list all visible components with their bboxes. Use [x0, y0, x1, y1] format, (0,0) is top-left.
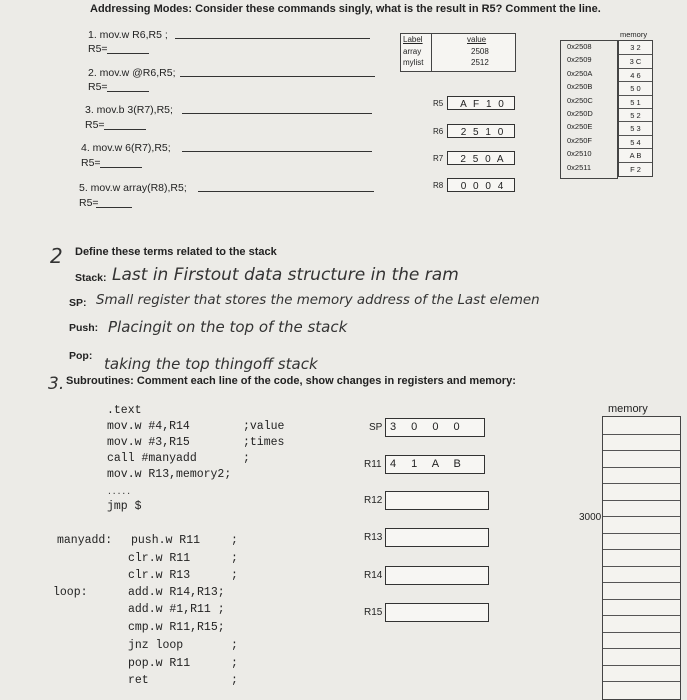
memory-title-bottom: memory [608, 403, 648, 415]
answer-line[interactable] [175, 38, 370, 39]
register-value-box[interactable]: 4 1 A B [385, 455, 485, 474]
register-name: R12 [364, 495, 383, 506]
answer-stack: Last in Firstout data structure in the ram [112, 265, 459, 285]
memory-stack-cell[interactable] [603, 500, 680, 517]
table-head-label: Label [403, 35, 423, 44]
question-5-r5: R5= [79, 197, 99, 209]
term-sp: SP: [69, 297, 87, 309]
memory-address: 0x2509 [567, 55, 592, 65]
r5-answer-line[interactable] [96, 207, 132, 208]
register-name: R8 [433, 181, 444, 190]
answer-line[interactable] [182, 151, 372, 152]
code-line: clr.w R13 [128, 569, 191, 582]
register-name: R11 [364, 459, 382, 470]
memory-stack-cell[interactable] [603, 417, 680, 434]
register-name: SP [369, 422, 383, 433]
code-line: add.w #1,R11 ; [128, 603, 225, 616]
register-value-box[interactable]: 3 0 0 0 [385, 418, 485, 437]
code-line: pop.w R11 [128, 657, 191, 670]
answer-line[interactable] [198, 191, 374, 192]
code-line: jnz loop [128, 639, 184, 652]
memory-stack-cell[interactable] [603, 450, 680, 467]
memory-address: 0x250C [567, 95, 593, 105]
answer-line[interactable] [182, 113, 372, 114]
r5-answer-line[interactable] [104, 129, 146, 130]
register-value-box[interactable] [385, 603, 489, 622]
memory-stack-cell[interactable] [603, 483, 680, 500]
memory-stack-cell[interactable] [603, 434, 680, 451]
memory-cell-value: 5 0 [619, 81, 652, 94]
code-comment[interactable]: ; [243, 452, 250, 465]
code-line: mov.w #3,R15 [107, 436, 190, 449]
memory-cell-value: F 2 [619, 162, 652, 175]
question-5-command: 5. mov.w array(R8),R5; [79, 182, 187, 194]
section-3-title: Subroutines: Comment each line of the code, show changes in registers and memory: [66, 375, 516, 387]
answer-line[interactable] [180, 76, 375, 77]
r5-answer-line[interactable] [107, 91, 149, 92]
register-value-box: 2 5 1 0 [447, 124, 515, 138]
code-line: .text [107, 404, 142, 417]
memory-cell-value: A B [619, 148, 652, 161]
question-1-r5: R5= [88, 43, 108, 55]
memory-stack-cell[interactable] [603, 599, 680, 616]
register-name: R15 [364, 607, 383, 618]
code-line: ..... [107, 488, 132, 497]
term-push: Push: [69, 322, 99, 334]
term-stack: Stack: [75, 272, 107, 284]
question-3-command: 3. mov.b 3(R7),R5; [85, 104, 173, 116]
memory-cell-value: 3 2 [630, 43, 641, 52]
table-row-label: array [403, 47, 422, 56]
section-1-title: Addressing Modes: Consider these commands singly, what is the result in R5? Comment the line. [90, 3, 601, 15]
memory-title: memory [620, 30, 648, 39]
memory-stack-cell[interactable] [603, 665, 680, 682]
answer-push: Placingit on the top of the stack [108, 318, 348, 336]
code-line: cmp.w R11,R15; [128, 621, 225, 634]
memory-stack-cell[interactable] [603, 582, 680, 599]
question-2-command: 2. mov.w @R6,R5; [88, 67, 176, 79]
memory-address: 0x250A [567, 68, 593, 78]
answer-pop: taking the top thingoff stack [104, 355, 318, 373]
table-row-value: 2512 [471, 58, 489, 67]
label-value-table [400, 33, 516, 72]
register-value-box: 0 0 0 4 [447, 178, 515, 192]
table-divider [431, 34, 432, 71]
table-row-value: 2508 [471, 47, 489, 56]
code-comment[interactable]: ; [231, 552, 238, 565]
section-2-title: Define these terms related to the stack [75, 246, 277, 258]
memory-cell-value: 5 4 [619, 135, 652, 148]
code-label: manyadd: [57, 534, 113, 547]
memory-address-label: 3000 [579, 512, 602, 523]
code-line: mov.w #4,R14 [107, 420, 190, 433]
code-label: loop: [53, 586, 88, 599]
memory-address: 0x250F [567, 135, 593, 145]
answer-sp: Small register that stores the memory address of the Last elemen [96, 293, 540, 308]
term-pop: Pop: [69, 350, 93, 362]
memory-stack-cell[interactable] [603, 566, 680, 583]
memory-table [618, 40, 653, 177]
section-3-number: 3. [48, 374, 65, 394]
r5-answer-line[interactable] [100, 167, 142, 168]
question-2-r5: R5= [88, 81, 108, 93]
memory-stack-cell[interactable] [603, 615, 680, 632]
code-comment[interactable]: ;times [243, 436, 285, 449]
memory-address: 0x2510 [567, 149, 592, 159]
code-comment[interactable]: ; [231, 657, 238, 670]
memory-stack-cell[interactable] [603, 632, 680, 649]
memory-stack-cell[interactable] [603, 467, 680, 484]
code-comment[interactable]: ; [231, 674, 238, 687]
memory-cell-value: 5 2 [619, 108, 652, 121]
memory-cell-value: 5 1 [619, 95, 652, 108]
code-comment[interactable]: ; [231, 639, 238, 652]
register-value-box: A F 1 0 [447, 96, 515, 110]
table-head-value: value [467, 35, 487, 44]
memory-address: 0x2511 [567, 162, 592, 172]
code-comment[interactable]: ; [231, 569, 238, 582]
table-row-label: mylist [403, 58, 424, 67]
code-comment[interactable]: ; [231, 534, 238, 547]
code-line: add.w R14,R13; [128, 586, 225, 599]
question-1-command: 1. mov.w R6,R5 ; [88, 29, 168, 41]
code-line: mov.w R13,memory2; [107, 468, 232, 481]
register-name: R6 [433, 127, 444, 136]
code-comment[interactable]: ;value [243, 420, 285, 433]
register-name: R13 [364, 532, 383, 543]
memory-address: 0x250B [567, 82, 593, 92]
memory-stack-cell[interactable] [603, 516, 680, 533]
register-name: R14 [364, 570, 383, 581]
r5-answer-line[interactable] [107, 53, 149, 54]
code-line: push.w R11 [131, 534, 201, 547]
register-name: R5 [433, 99, 444, 108]
memory-cell-value: 3 C [619, 54, 652, 67]
code-line: jmp $ [107, 500, 142, 513]
memory-cell-value: 4 6 [619, 68, 652, 81]
section-2-number: 2 [50, 244, 63, 268]
memory-stack-cell[interactable] [603, 648, 680, 665]
register-value-box[interactable] [385, 566, 489, 585]
question-4-command: 4. mov.w 6(R7),R5; [81, 142, 171, 154]
register-name: R7 [433, 154, 444, 163]
register-value-box[interactable] [385, 528, 489, 547]
memory-address-box [560, 40, 618, 179]
code-line: call #manyadd [107, 452, 197, 465]
register-value-box: 2 5 0 A [447, 151, 515, 165]
memory-stack-cell[interactable] [603, 549, 680, 566]
memory-cell-value: 5 3 [619, 121, 652, 134]
code-line: ret [128, 674, 149, 687]
code-line: clr.w R11 [128, 552, 191, 565]
memory-address: 0x250D [567, 109, 593, 118]
question-3-r5: R5= [85, 119, 105, 131]
memory-address: 0x2508 [567, 42, 592, 51]
memory-stack-table [602, 416, 681, 700]
memory-stack-cell[interactable] [603, 533, 680, 550]
register-value-box[interactable] [385, 491, 489, 510]
memory-stack-cell[interactable] [603, 681, 680, 698]
question-4-r5: R5= [81, 157, 101, 169]
memory-address: 0x250E [567, 122, 593, 132]
